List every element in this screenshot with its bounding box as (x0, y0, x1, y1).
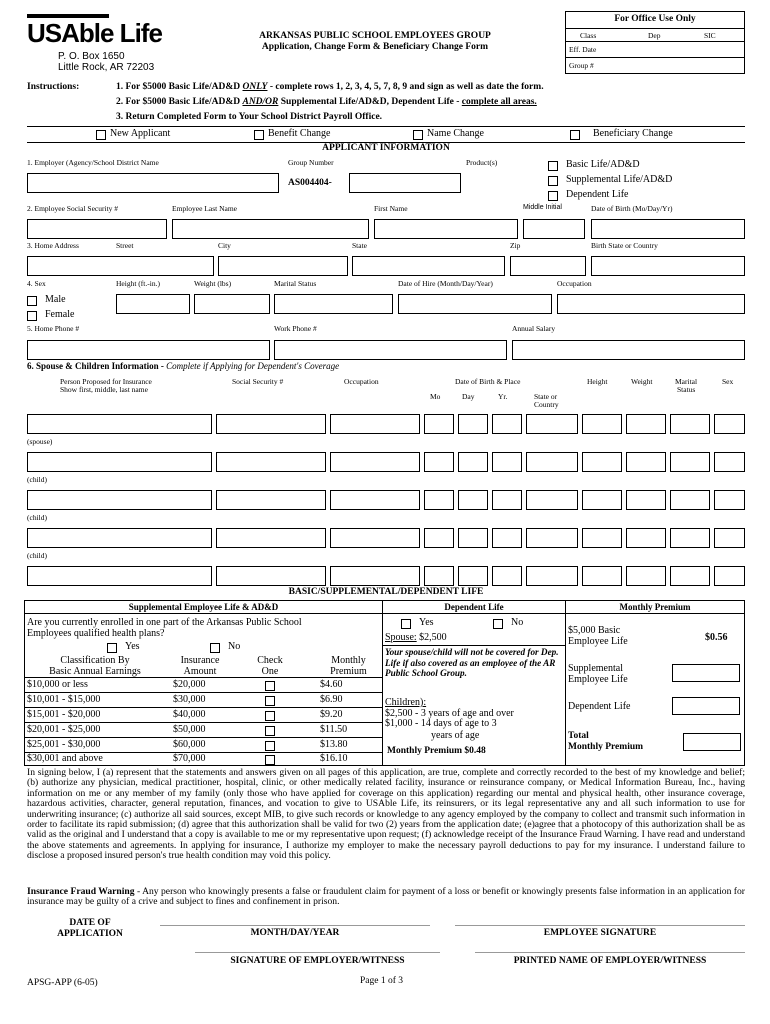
dependent-life-yes-label: Yes (419, 617, 434, 628)
col-amount-line2: Amount (183, 666, 217, 677)
marital-status-field[interactable] (274, 294, 393, 314)
dependent-ssn-field[interactable] (216, 566, 326, 586)
type-benefit-change-checkbox[interactable] (254, 130, 264, 140)
children-line2: $1,000 - 14 days of age to 3 (385, 718, 497, 729)
dependent-dob-year-field[interactable] (492, 528, 522, 548)
state-country-header-line2: Country (534, 400, 559, 409)
dependent-dob-day-field[interactable] (458, 566, 488, 586)
product-supplemental-life-label: Supplemental Life/AD&D (566, 174, 673, 185)
earnings-cell: $20,001 - $25,000 (27, 724, 101, 735)
height-field[interactable] (116, 294, 190, 314)
dependent-row-spouse (0, 414, 770, 448)
dependent-marital-field[interactable] (670, 452, 710, 472)
annual-salary-label: Annual Salary (512, 324, 556, 333)
sex-label: 4. Sex (27, 279, 46, 288)
sex-male-checkbox[interactable] (27, 296, 37, 306)
employee-signature-label: EMPLOYEE SIGNATURE (543, 928, 657, 938)
coverage-option-checkbox[interactable] (265, 726, 275, 736)
dependent-marital-field[interactable] (670, 414, 710, 434)
supp-life-premium-field[interactable] (672, 664, 740, 682)
company-address-line2: Little Rock, AR 72203 (58, 62, 155, 73)
printed-name-line[interactable] (475, 952, 745, 953)
hire-date-field[interactable] (398, 294, 552, 314)
group-number-prefix: AS004404- (288, 178, 332, 188)
basic-life-line1: $5,000 Basic (568, 625, 621, 636)
authorization-text: In signing below, I (a) represent that the statements and answers given on all pages of this application, are true, complete and correctly recorded to the best of my knowledge and belief; (b) authorize any physician, medical practitioner, hospital, clinic, or other medically related facility, insurance or reinsurance company, or Medical Information Bureau, Inc., having information on me or any member of my family (only those who have applied for coverage on this application) regarding our mental and physical health, other insurance coverage, hazardous activities, character, general reputation, finances, and vocation to give to USAble Life, its reinsurers, or its legal representative any and all such information to use for underwriting insurance; (c) authorize all said sources, except MIB, to give such records or knowledge to any agency employed by the company to collect and transmit such information in order to facilitate its rapid submission; (d) agree that this authorization shall be valid for two (2) years from the application date; (e)agree that a photocopy of this authorization shall be as valid as the original and I understand that a copy is available to me or my representative upon request; (f) acknowledge receipt of the Insurance Fraud Warning. I have read and understand the above statements and agreements. In applying for insurance, I authorize my employer to make the necessary payroll deductions to pay for my insurance. I understand failure to disclose a proposed insured person's true health condition may void this policy. (27, 767, 745, 862)
dependent-name-field[interactable] (27, 566, 212, 586)
dependent-dob-day-field[interactable] (458, 414, 488, 434)
person-header-line1: Person Proposed for Insurance (60, 377, 152, 386)
work-phone-label: Work Phone # (274, 324, 317, 333)
office-class-label: Class (580, 31, 597, 40)
dependent-weight-field[interactable] (626, 528, 666, 548)
health-plan-question-line2: Employees qualified health plans? (27, 628, 165, 639)
sex-female-label: Female (45, 309, 75, 320)
health-plan-yes-checkbox[interactable] (107, 643, 117, 653)
coverage-option-checkbox[interactable] (265, 741, 275, 751)
month-day-year-label: MONTH/DAY/YEAR (250, 928, 340, 938)
form-title: ARKANSAS PUBLIC SCHOOL EMPLOYEES GROUP (259, 31, 491, 41)
person-header-line2: Show first, middle, last name (60, 385, 148, 394)
dependent-dob-month-field[interactable] (424, 566, 454, 586)
health-plan-no-label: No (228, 641, 241, 652)
dependent-dob-month-field[interactable] (424, 452, 454, 472)
dependent-marital-field[interactable] (670, 528, 710, 548)
coverage-row (25, 737, 382, 752)
city-label: City (218, 241, 231, 250)
date-of-application-line1: DATE OF (69, 918, 111, 928)
date-signature-line[interactable] (160, 925, 430, 926)
company-logo (27, 14, 167, 50)
dep-life-premium-field[interactable] (672, 697, 740, 715)
type-beneficiary-change-label: Beneficiary Change (593, 128, 673, 139)
home-phone-field[interactable] (27, 340, 270, 360)
dependent-height-field[interactable] (582, 566, 622, 586)
dependent-dob-month-field[interactable] (424, 490, 454, 510)
dependent-dob-year-field[interactable] (492, 566, 522, 586)
total-premium-line1: Total (568, 731, 589, 741)
amount-cell: $40,000 (173, 709, 206, 720)
type-name-change-checkbox[interactable] (413, 130, 423, 140)
occupation-field[interactable] (557, 294, 745, 314)
coverage-table (24, 600, 745, 766)
product-supplemental-life-checkbox[interactable] (548, 176, 558, 186)
dependent-ssn-field[interactable] (216, 528, 326, 548)
dependent-sex-field[interactable] (714, 490, 745, 510)
earnings-cell: $25,001 - $30,000 (27, 739, 101, 750)
dependent-marital-field[interactable] (670, 490, 710, 510)
form-id: APSG-APP (6-05) (27, 978, 98, 988)
dependent-occupation-field[interactable] (330, 528, 420, 548)
monthly-premium-title: Monthly Premium (619, 602, 691, 612)
employer-label: 1. Employer (Agency/School District Name (27, 158, 159, 167)
office-use-box (565, 11, 745, 74)
coverage-option-checkbox[interactable] (265, 755, 275, 765)
product-dependent-life-label: Dependent Life (566, 189, 629, 200)
form-subtitle: Application, Change Form & Beneficiary Change Form (261, 42, 489, 52)
dependent-height-field[interactable] (582, 490, 622, 510)
zip-field[interactable] (510, 256, 586, 276)
dependent-occupation-field[interactable] (330, 452, 420, 472)
dependent-note: Your spouse/child will not be covered for Dep. Life if also covered as an employee of the AR Public School Group. (385, 647, 559, 678)
health-plan-yes-label: Yes (125, 641, 140, 652)
spouse-occupation-header: Occupation (344, 377, 379, 386)
premium-cell: $4.60 (320, 679, 343, 690)
company-address-line1: P. O. Box 1650 (58, 51, 125, 62)
type-new-applicant-checkbox[interactable] (96, 130, 106, 140)
dependent-state-field[interactable] (526, 566, 578, 586)
dob-field[interactable] (591, 219, 745, 239)
type-benefit-change-label: Benefit Change (268, 128, 331, 139)
dep-life-label: Dependent Life (568, 701, 631, 712)
dependent-life-title: Dependent Life (444, 602, 504, 612)
first-name-label: First Name (374, 204, 408, 213)
middle-initial-label: Middle Initial (523, 204, 562, 211)
dependent-name-field[interactable] (27, 528, 212, 548)
state-country-header-line1: State or (534, 392, 558, 401)
child-row-4-fields (0, 566, 770, 586)
premium-cell: $9.20 (320, 709, 343, 720)
amount-cell: $20,000 (173, 679, 206, 690)
dependent-weight-field[interactable] (626, 490, 666, 510)
applicant-information-heading: APPLICANT INFORMATION (322, 143, 450, 153)
city-field[interactable] (218, 256, 348, 276)
dependent-occupation-field[interactable] (330, 490, 420, 510)
instructions-label: Instructions: (27, 82, 80, 92)
supp-life-line2: Employee Life (568, 674, 628, 685)
amount-cell: $60,000 (173, 739, 206, 750)
middle-initial-field[interactable] (523, 219, 585, 239)
health-plan-question-line1: Are you currently enrolled in one part of the Arkansas Public School (27, 617, 302, 628)
instruction-1: 1. For $5000 Basic Life/AD&D ONLY - complete rows 1, 2, 3, 4, 5, 7, 8, 9 and sign as well as date the form. (116, 82, 544, 92)
total-premium-line2: Monthly Premium (568, 742, 644, 752)
col-classification-line1: Classification By (60, 655, 130, 666)
dependent-sex-field[interactable] (714, 528, 745, 548)
coverage-option-checkbox[interactable] (265, 681, 275, 691)
amount-cell: $30,000 (173, 694, 206, 705)
dependent-occupation-field[interactable] (330, 414, 420, 434)
office-sic-label: SIC (704, 31, 716, 40)
mo-header: Mo (430, 392, 441, 401)
type-beneficiary-change-checkbox[interactable] (570, 130, 580, 140)
col-classification-line2: Basic Annual Earnings (49, 666, 141, 677)
printed-name-label: PRINTED NAME OF EMPLOYER/WITNESS (513, 956, 707, 966)
supp-life-line1: Supplemental (568, 663, 623, 674)
last-name-label: Employee Last Name (172, 204, 237, 213)
first-name-field[interactable] (374, 219, 518, 239)
dependent-ssn-field[interactable] (216, 452, 326, 472)
premium-cell: $6.90 (320, 694, 343, 705)
group-number-field[interactable] (349, 173, 461, 193)
dependent-height-field[interactable] (582, 528, 622, 548)
dependent-row-label: (child) (27, 551, 47, 560)
height-label: Height (ft.-in.) (116, 279, 160, 288)
sex-male-label: Male (45, 294, 66, 305)
dependent-ssn-field[interactable] (216, 414, 326, 434)
premium-cell: $16.10 (320, 753, 348, 764)
dependent-weight-field[interactable] (626, 414, 666, 434)
yr-header: Yr. (498, 392, 508, 401)
earnings-cell: $10,000 or less (27, 679, 88, 690)
dependent-row-child-3 (0, 528, 770, 562)
zip-label: Zip (510, 241, 521, 250)
group-number-label: Group Number (288, 158, 334, 167)
office-dep-label: Dep (648, 31, 661, 40)
dependent-sex-field[interactable] (714, 566, 745, 586)
dependent-dob-year-field[interactable] (492, 452, 522, 472)
type-new-applicant-label: New Applicant (110, 128, 171, 139)
spouse-marital-header-line1: Marital (675, 377, 698, 386)
dependent-weight-field[interactable] (626, 566, 666, 586)
instruction-2: 2. For $5000 Basic Life/AD&D AND/OR Supplemental Life/AD&D, Dependent Life - complete all areas. (116, 97, 537, 107)
total-premium-field[interactable] (683, 733, 741, 751)
spouse-height-header: Height (587, 377, 608, 386)
home-phone-label: 5. Home Phone # (27, 324, 80, 333)
dependent-height-field[interactable] (582, 452, 622, 472)
fraud-warning: Insurance Fraud Warning - Any person who knowingly presents a false or fraudulent claim for payment of a loss or benefit or knowingly presents false information in an application for insurance may be guilty of a crive and subject to fines and confinement in prison. (27, 886, 745, 908)
street-label: Street (116, 241, 134, 250)
birth-state-field[interactable] (591, 256, 745, 276)
date-of-application-line2: APPLICATION (57, 929, 123, 939)
supplemental-title: Supplemental Employee Life & AD&D (128, 602, 279, 612)
earnings-cell: $30,001 and above (27, 753, 103, 764)
marital-status-label: Marital Status (274, 279, 317, 288)
spouse-children-heading: 6. Spouse & Children Information - Complete if Applying for Dependent's Coverage (27, 361, 340, 371)
amount-cell: $70,000 (173, 753, 206, 764)
basic-life-premium: $0.56 (705, 632, 728, 643)
dependent-dob-month-field[interactable] (424, 414, 454, 434)
amount-cell: $50,000 (173, 724, 206, 735)
dependent-dob-month-field[interactable] (424, 528, 454, 548)
dependent-dob-day-field[interactable] (458, 490, 488, 510)
dependent-life-no-checkbox[interactable] (493, 619, 503, 629)
last-name-field[interactable] (172, 219, 369, 239)
street-field[interactable] (27, 256, 214, 276)
home-address-label: 3. Home Address (27, 241, 79, 250)
annual-salary-field[interactable] (512, 340, 745, 360)
dependent-life-yes-checkbox[interactable] (401, 619, 411, 629)
weight-label: Weight (lbs) (194, 279, 232, 288)
col-amount-line1: Insurance (180, 655, 220, 666)
premium-cell: $11.50 (320, 724, 348, 735)
dependent-weight-field[interactable] (626, 452, 666, 472)
health-plan-no-checkbox[interactable] (210, 643, 220, 653)
product-basic-life-checkbox[interactable] (548, 161, 558, 171)
dependent-row-label: (spouse) (27, 437, 53, 446)
state-label: State (352, 241, 367, 250)
dependent-state-field[interactable] (526, 452, 578, 472)
col-premium-line2: Premium (330, 666, 367, 677)
hire-date-label: Date of Hire (Month/Day/Year) (398, 279, 493, 288)
spouse-weight-header: Weight (631, 377, 653, 386)
dependent-dob-year-field[interactable] (492, 414, 522, 434)
employer-field[interactable] (27, 173, 279, 193)
office-eff-date-label: Eff. Date (569, 45, 597, 54)
type-name-change-label: Name Change (427, 128, 484, 139)
dependent-dob-day-field[interactable] (458, 528, 488, 548)
basic-life-line2: Employee Life (568, 636, 628, 647)
dependent-state-field[interactable] (526, 528, 578, 548)
earnings-cell: $15,001 - $20,000 (27, 709, 101, 720)
dependent-ssn-field[interactable] (216, 490, 326, 510)
day-header: Day (462, 392, 475, 401)
coverage-heading: BASIC/SUPPLEMENTAL/DEPENDENT LIFE (288, 587, 484, 597)
coverage-row (25, 722, 382, 737)
dependent-row-label: (child) (27, 513, 47, 522)
coverage-option-checkbox[interactable] (265, 711, 275, 721)
ssn-field[interactable] (27, 219, 167, 239)
dependent-state-field[interactable] (526, 414, 578, 434)
products-label: Product(s) (466, 158, 498, 167)
dependent-height-field[interactable] (582, 414, 622, 434)
dependent-name-field[interactable] (27, 452, 212, 472)
dependent-state-field[interactable] (526, 490, 578, 510)
office-group-label: Group # (569, 61, 594, 70)
dependent-row-label: (child) (27, 475, 47, 484)
product-basic-life-label: Basic Life/AD&D (566, 159, 640, 170)
col-premium-line1: Monthly (331, 655, 366, 666)
coverage-row (25, 677, 382, 692)
dependent-occupation-field[interactable] (330, 566, 420, 586)
dependent-marital-field[interactable] (670, 566, 710, 586)
dependent-life-no-label: No (511, 617, 524, 628)
product-dependent-life-checkbox[interactable] (548, 191, 558, 201)
ssn-label: 2. Employee Social Security # (27, 204, 119, 213)
dob-place-header: Date of Birth & Place (455, 377, 521, 386)
dependent-spouse-coverage: Spouse: $2,500 (385, 632, 447, 643)
premium-cell: $13.80 (320, 739, 348, 750)
dependent-premium: Monthly Premium $0.48 (387, 746, 486, 756)
employer-witness-signature-line[interactable] (195, 952, 440, 953)
spouse-ssn-header: Social Security # (232, 377, 284, 386)
logo-text: USAble Life (27, 18, 162, 48)
coverage-row (25, 692, 382, 707)
page-number: Page 1 of 3 (360, 976, 404, 986)
birth-state-label: Birth State or Country (591, 241, 658, 250)
sex-female-checkbox[interactable] (27, 311, 37, 321)
col-check-line2: One (261, 666, 279, 677)
instruction-3: 3. Return Completed Form to Your School District Payroll Office. (116, 112, 383, 122)
spouse-sex-header: Sex (722, 377, 734, 386)
state-field[interactable] (352, 256, 505, 276)
children-line3: years of age (431, 730, 480, 741)
coverage-option-checkbox[interactable] (265, 696, 275, 706)
dob-label: Date of Birth (Mo/Day/Yr) (591, 204, 673, 213)
coverage-row (25, 752, 382, 765)
coverage-row (25, 707, 382, 722)
children-line1: $2,500 - 3 years of age and over (385, 708, 514, 719)
spouse-marital-header-line2: Status (677, 385, 696, 394)
dependent-sex-field[interactable] (714, 452, 745, 472)
dependent-sex-field[interactable] (714, 414, 745, 434)
employer-witness-label: SIGNATURE OF EMPLOYER/WITNESS (230, 956, 405, 966)
dependent-dob-year-field[interactable] (492, 490, 522, 510)
occupation-label: Occupation (557, 279, 592, 288)
earnings-cell: $10,001 - $15,000 (27, 694, 101, 705)
dependent-row-child-2 (0, 490, 770, 524)
dependent-row-child-1 (0, 452, 770, 486)
children-label: Children): (385, 697, 427, 708)
work-phone-field[interactable] (274, 340, 507, 360)
office-use-title: For Office Use Only (614, 14, 696, 24)
col-check-line1: Check (257, 655, 283, 666)
dependent-name-field[interactable] (27, 414, 212, 434)
employee-signature-line[interactable] (455, 925, 745, 926)
dependent-name-field[interactable] (27, 490, 212, 510)
weight-field[interactable] (194, 294, 270, 314)
dependent-dob-day-field[interactable] (458, 452, 488, 472)
